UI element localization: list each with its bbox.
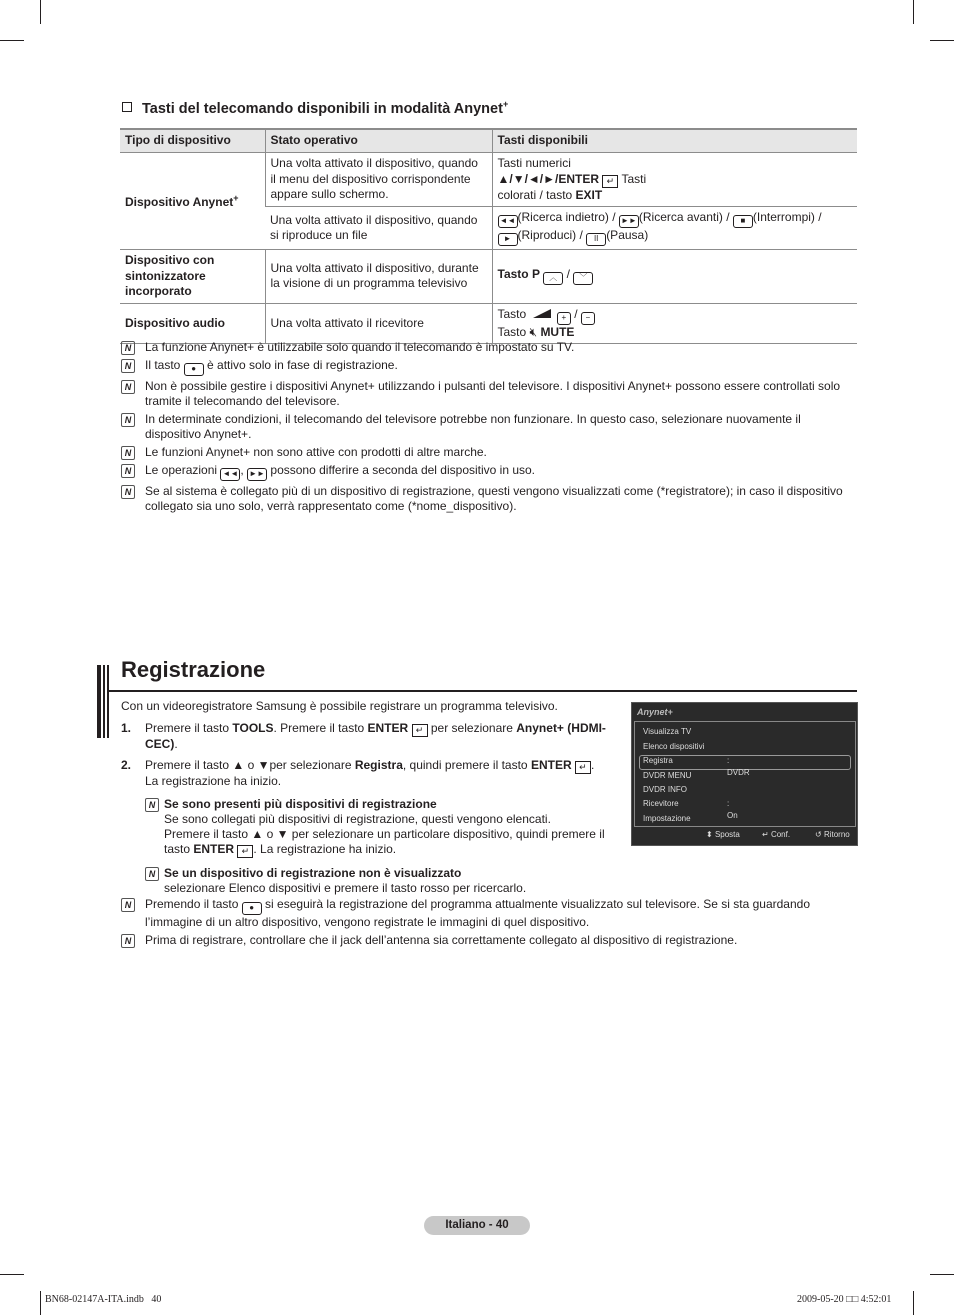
enter-icon: ↵: [602, 175, 618, 188]
step-item: [121, 758, 621, 789]
keys-text: colorati / tasto: [497, 187, 576, 202]
note-text: possono differire a seconda del dispositivo in uso.: [270, 463, 536, 477]
table-header: Stato operativo: [265, 129, 492, 153]
table-cell-state: Una volta attivato il dispositivo, durante la visione di un programma televisivo: [265, 250, 492, 304]
sub-note: [145, 866, 621, 896]
table-row: [120, 250, 857, 304]
keys-text: (Riproduci) /: [517, 228, 587, 242]
note-text: Non è possibile gestire i dispositivi Anynet+ utilizzando i pulsanti del televisore. I dispositivi Anynet+ possono essere controllati solo tramite il telecomando del televisore.: [145, 379, 841, 408]
checkbox-bullet-icon: [122, 102, 132, 112]
crop-mark: [40, 1291, 41, 1315]
note-item: [121, 379, 857, 409]
crop-mark: [40, 0, 41, 24]
section-title: Tasti del telecomando disponibili in modalità Anynet: [142, 100, 503, 117]
tv-footer-move: [706, 830, 740, 839]
channel-up-icon: ︿: [543, 272, 563, 285]
crop-mark: [0, 1274, 24, 1275]
stop-icon: ■: [733, 215, 753, 228]
table-cell-device: Dispositivo con sintonizzatore incorporato: [120, 250, 265, 304]
footer-label: Conf.: [770, 830, 791, 839]
section-heading: [122, 99, 508, 117]
step-text: La registrazione ha inizio.: [145, 774, 282, 788]
menu-item-label: Elenco dispositivi: [643, 742, 705, 751]
play-icon: ►: [498, 233, 518, 246]
mute-key-label: MUTE: [540, 324, 575, 339]
note-text: si eseguirà la registrazione del programma attualmente visualizzato sul televisore. Se si sta guardando l’immagine di un altro dispositivo, vengono registrate le immagini di quel dispositivo.: [145, 897, 811, 929]
pause-icon: II: [586, 233, 606, 246]
table-cell-device: [120, 153, 265, 250]
device-label: Dispositivo Anynet: [125, 195, 234, 210]
crop-mark: [913, 0, 914, 24]
page-title: Registrazione: [121, 657, 266, 682]
table-cell-device: Dispositivo audio: [120, 303, 265, 344]
keys-text: Tasti numerici: [497, 156, 571, 170]
note-icon: N: [121, 380, 135, 394]
table-row: [120, 303, 857, 344]
menu-item-label: Ricevitore: [643, 799, 679, 808]
table-cell-keys: Tasto + / − Tasto 🔇︎ MUTE: [492, 303, 857, 344]
note-icon: N: [121, 898, 135, 912]
table-cell-state: Una volta attivato il dispositivo, quando si riproduce un file: [265, 207, 492, 250]
updown-icon: ⬍: [706, 830, 713, 839]
tv-menu-item[interactable]: [643, 770, 691, 782]
note-item: [121, 897, 857, 930]
enter-icon: ↵: [575, 761, 591, 774]
channel-down-icon: ﹀: [573, 272, 593, 285]
step-text: . Premere il tasto: [273, 721, 368, 735]
keys-text: Tasto: [497, 324, 527, 339]
table-cell-keys: [492, 207, 857, 250]
tv-menu-panel: [634, 721, 856, 827]
note-icon: N: [121, 359, 135, 373]
note-text: Se al sistema è collegato più di un dispositivo di registrazione, questi vengono visualizzati come (*registratore); in caso il dispositivo collegato sia uno solo, verrà rappresentato come (*nome_dispositivo).: [145, 484, 843, 513]
rewind-icon: ◄◄: [220, 468, 240, 481]
note-item: [121, 412, 857, 442]
note-item: [121, 358, 857, 376]
print-footer-date: [797, 1294, 891, 1305]
table-cell-keys: [492, 153, 857, 207]
device-sup: +: [233, 193, 239, 204]
section-title-sup: +: [502, 99, 509, 109]
note-icon: N: [121, 464, 135, 478]
footer-garbled: □□: [846, 1294, 859, 1305]
fast-forward-icon: ►►: [619, 215, 639, 228]
table-row: [120, 153, 857, 207]
sub-note-text: . La registrazione ha inizio.: [253, 842, 397, 856]
menu-item-label: DVDR INFO: [643, 785, 687, 794]
crop-mark: [0, 40, 24, 41]
crop-mark: [930, 40, 954, 41]
intro-text: Con un videoregistratore Samsung è possibile registrare un programma televisivo.: [121, 699, 558, 713]
sub-note: [145, 797, 621, 858]
exit-key-label: EXIT: [575, 187, 603, 202]
volume-up-icon: +: [557, 312, 571, 325]
note-icon: N: [145, 867, 159, 881]
step-number: 1.: [121, 721, 132, 735]
enter-icon: ↵: [412, 724, 428, 737]
volume-icon: [533, 309, 551, 318]
table-cell-keys: Tasto P ︿ / ﹀: [492, 250, 857, 304]
keys-text: (Interrompi) /: [752, 210, 822, 224]
note-icon: N: [121, 413, 135, 427]
note-icon: N: [121, 485, 135, 499]
section-marker-bar: [97, 665, 109, 738]
footer-time: 4:52:01: [860, 1294, 892, 1305]
title-divider: [109, 690, 857, 692]
print-footer-file: BN68-02147A-ITA.indb 40: [45, 1294, 162, 1305]
notes-list: [121, 340, 857, 517]
note-item: [121, 484, 857, 514]
table-cell-state: Una volta attivato il dispositivo, quando il menu del dispositivo corrispondente appare sullo schermo.: [265, 153, 492, 207]
step-text: per selezionare: [427, 721, 517, 735]
registra-label: Registra: [354, 758, 403, 772]
enter-icon: ↵: [237, 845, 253, 858]
note-item: [121, 340, 857, 355]
footer-label: Ritorno: [823, 830, 850, 839]
volume-down-icon: −: [581, 312, 595, 325]
keys-text: Tasto P: [497, 267, 540, 282]
remote-keys-table: [120, 128, 857, 344]
tv-menu-item[interactable]: [643, 784, 687, 796]
note-item: [121, 445, 857, 460]
keys-text: Tasti: [618, 171, 647, 186]
menu-item-value: : On: [727, 799, 738, 820]
sub-note-text: selezionare Elenco dispositivi e premere il tasto rosso per ricercarlo.: [164, 881, 527, 895]
keys-text: ▲/▼/◄/►/ENTER: [497, 171, 600, 186]
tv-menu-item[interactable]: [643, 741, 704, 753]
enter-key-label: ENTER: [193, 842, 235, 856]
crop-mark: [930, 1274, 954, 1275]
step-number: 2.: [121, 758, 132, 772]
record-key-icon: ●: [242, 902, 262, 915]
note-icon: N: [145, 798, 159, 812]
keys-text: (Ricerca avanti) /: [638, 210, 733, 224]
sub-note-title: Se sono presenti più dispositivi di registrazione: [164, 797, 437, 811]
menu-item-label: DVDR MENU: [643, 771, 692, 780]
tv-footer-conf: [762, 830, 790, 839]
note-text: In determinate condizioni, il telecomando del televisore potrebbe non funzionare. In questo caso, selezionare nuovamente il dispositivo Anynet+.: [145, 412, 801, 441]
note-icon: N: [121, 446, 135, 460]
tv-menu-item[interactable]: [643, 813, 691, 825]
step-text: Premere il tasto ▲ o ▼per selezionare: [145, 758, 355, 772]
note-text: è attivo solo in fase di registrazione.: [207, 358, 398, 372]
enter-icon: ↵: [762, 830, 769, 839]
keys-text: (Ricerca indietro) /: [517, 210, 619, 224]
mute-icon: 🔇︎: [529, 324, 538, 339]
step-text: .: [590, 758, 595, 772]
note-text: Le funzioni Anynet+ non sono attive con prodotti di altre marche.: [145, 445, 487, 459]
sub-note-text: Premere il tasto ▲ o ▼ per selezionare un particolare dispositivo, quindi premere il tasto: [164, 827, 605, 856]
tv-menu-screenshot: [631, 702, 858, 846]
note-item: N Le operazioni ◄◄ , ►► possono differire a seconda del dispositivo in uso.: [121, 463, 857, 481]
sub-note-text: Se sono collegati più dispositivi di registrazione, questi vengono elencati.: [164, 812, 551, 826]
registrazione-body: [121, 699, 621, 896]
anynet-logo: Anynet+: [637, 707, 673, 717]
tv-footer-back: [815, 830, 850, 839]
step-text: , quindi premere il tasto: [402, 758, 531, 772]
notes-list: [121, 897, 857, 951]
sub-note-title: Se un dispositivo di registrazione non è visualizzato: [164, 866, 462, 880]
rewind-icon: ◄◄: [498, 215, 518, 228]
table-cell-state: Una volta attivato il ricevitore: [265, 303, 492, 344]
keys-text: Tasto: [497, 306, 527, 321]
table-header-row: [120, 129, 857, 153]
table-header: Tipo di dispositivo: [120, 129, 265, 153]
note-text: Premendo il tasto: [145, 897, 242, 911]
record-key-icon: ●: [184, 363, 204, 376]
menu-item-label: Visualizza TV: [643, 727, 692, 736]
note-text: La funzione Anynet+ è utilizzabile solo quando il telecomando è impostato su TV.: [145, 340, 575, 354]
menu-item-label: Registra: [643, 756, 673, 765]
note-icon: N: [121, 341, 135, 355]
step-item: [121, 721, 621, 752]
menu-item-value: : DVDR: [727, 756, 750, 777]
note-text: Prima di registrare, controllare che il jack dell’antenna sia correttamente collegato al dispositivo di registrazione.: [145, 933, 738, 947]
return-icon: ↺: [815, 830, 822, 839]
tv-menu-item[interactable]: [643, 726, 691, 738]
menu-item-label: Impostazione: [643, 814, 691, 823]
enter-key-label: ENTER: [367, 721, 409, 735]
page-number: Italiano - 40: [424, 1216, 530, 1235]
crop-mark: [913, 1291, 914, 1315]
note-icon: N: [121, 934, 135, 948]
fast-forward-icon: ►►: [247, 468, 267, 481]
tools-key-label: TOOLS: [232, 721, 274, 735]
step-text: Premere il tasto: [145, 721, 233, 735]
keys-text: (Pausa): [606, 228, 649, 242]
anynet-menu-label: Anynet+ (HDMI-CEC): [145, 721, 606, 751]
table-header: Tasti disponibili: [492, 129, 857, 153]
footer-date: 2009-05-20: [797, 1294, 844, 1305]
note-text: Il tasto: [145, 358, 184, 372]
note-item: [121, 933, 857, 948]
step-text: .: [174, 737, 178, 751]
footer-label: Sposta: [714, 830, 740, 839]
enter-key-label: ENTER: [530, 758, 572, 772]
note-text: Le operazioni: [145, 463, 221, 477]
